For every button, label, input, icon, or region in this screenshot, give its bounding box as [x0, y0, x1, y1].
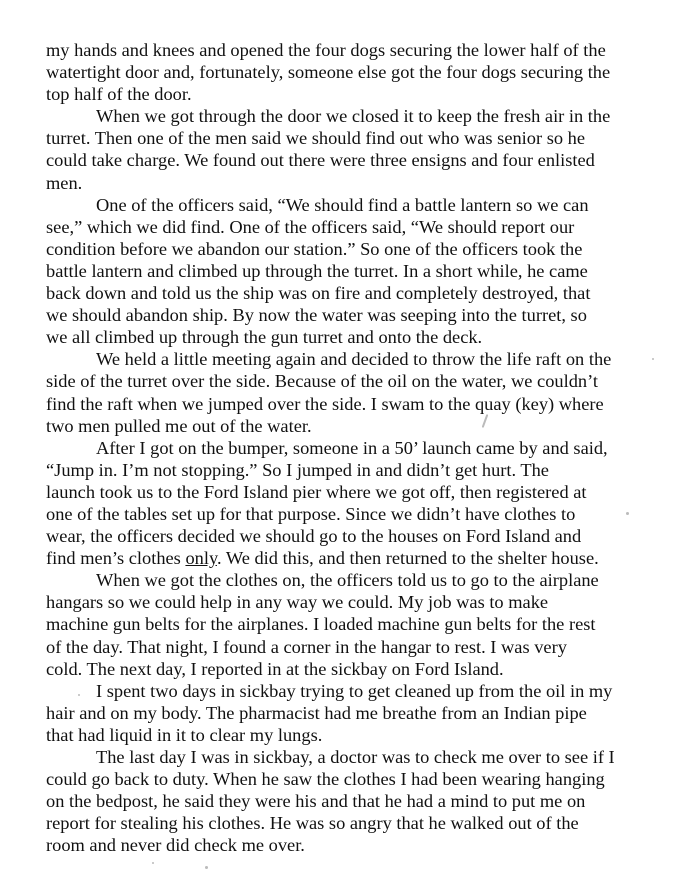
text-segment: find men’s clothes: [46, 548, 186, 569]
text-segment: we all climbed up through the gun turret and onto the deck.: [46, 327, 483, 348]
text-segment: my hands and knees and opened the four dogs securing the lower half of the: [46, 40, 606, 60]
document-page: [46, 39, 670, 856]
text-line: [46, 304, 670, 326]
text-segment: condition before we abandon our station.” So one of the officers took the: [46, 238, 583, 259]
text-line: [46, 636, 670, 658]
text-segment: One of the officers said, “We should find a battle lantern so we can: [96, 194, 589, 215]
text-line: [46, 216, 670, 238]
text-line: [46, 746, 670, 768]
text-line: [46, 459, 670, 481]
text-line: [46, 525, 670, 547]
text-segment: After I got on the bumper, someone in a 50’ launch came by and said,: [96, 437, 608, 458]
text-line: [46, 105, 670, 127]
text-line: [46, 658, 670, 680]
text-line: [46, 326, 670, 348]
text-segment: could take charge. We found out there were three ensigns and four enlisted: [46, 150, 595, 171]
text-line: [46, 768, 670, 790]
text-line: [46, 834, 670, 856]
text-segment: report for stealing his clothes. He was so angry that he walked out of the: [46, 813, 579, 834]
text-segment: top half of the door.: [46, 84, 192, 105]
text-line: [46, 348, 670, 370]
text-segment: see,” which we did find. One of the officers said, “We should report our: [46, 216, 575, 237]
scan-speck: [152, 862, 154, 864]
text-segment: one of the tables set up for that purpose. Since we didn’t have clothes to: [46, 503, 576, 524]
scan-speck: [652, 358, 654, 360]
text-segment: cold. The next day, I reported in at the sickbay on Ford Island.: [46, 658, 504, 679]
text-segment: hangars so we could help in any way we could. My job was to make: [46, 592, 549, 613]
text-line: [46, 724, 670, 746]
text-line: [46, 393, 670, 415]
text-line: [46, 790, 670, 812]
text-segment: two men pulled me out of the water.: [46, 415, 312, 436]
text-line: [46, 260, 670, 282]
text-line: [46, 39, 670, 61]
text-segment: could go back to duty. When he saw the clothes I had been wearing hanging: [46, 769, 605, 790]
underlined-word: only: [185, 548, 217, 569]
text-line: [46, 702, 670, 724]
text-line: [46, 680, 670, 702]
text-line: [46, 172, 670, 194]
text-line: [46, 127, 670, 149]
text-segment: machine gun belts for the airplanes. I loaded machine gun belts for the rest: [46, 614, 596, 635]
text-line: [46, 370, 670, 392]
text-line: [46, 481, 670, 503]
text-segment: wear, the officers decided we should go to the houses on Ford Island and: [46, 526, 582, 547]
text-segment: side of the turret over the side. Because of the oil on the water, we couldn’t: [46, 371, 598, 392]
text-segment: watertight door and, fortunately, someone else got the four dogs securing the: [46, 62, 611, 83]
text-segment: We held a little meeting again and decided to throw the life raft on the: [96, 349, 612, 370]
text-line: [46, 547, 670, 569]
text-segment: on the bedpost, he said they were his and that he had a mind to put me on: [46, 791, 586, 812]
text-segment: The last day I was in sickbay, a doctor was to check me over to see if I: [96, 747, 615, 767]
text-segment: men.: [46, 172, 83, 193]
text-segment: battle lantern and climbed up through the turret. In a short while, he came: [46, 260, 588, 281]
text-line: [46, 437, 670, 459]
text-segment: When we got through the door we closed it to keep the fresh air in the: [96, 106, 611, 127]
text-segment: that had liquid in it to clear my lungs.: [46, 724, 323, 745]
text-line: [46, 569, 670, 591]
text-segment: hair and on my body. The pharmacist had me breathe from an Indian pipe: [46, 702, 587, 723]
text-line: [46, 238, 670, 260]
text-segment: “Jump in. I’m not stopping.” So I jumped in and didn’t get hurt. The: [46, 459, 549, 480]
text-segment: of the day. That night, I found a corner in the hangar to rest. I was very: [46, 636, 567, 657]
text-segment: I spent two days in sickbay trying to get cleaned up from the oil in my: [96, 680, 613, 701]
text-line: [46, 415, 670, 437]
text-segment: launch took us to the Ford Island pier where we got off, then registered at: [46, 481, 587, 502]
text-segment: turret. Then one of the men said we should find out who was senior so he: [46, 128, 586, 149]
text-line: [46, 613, 670, 635]
text-line: [46, 282, 670, 304]
text-segment: find the raft when we jumped over the side. I swam to the quay (key) where: [46, 393, 604, 414]
scan-speck: [205, 866, 208, 869]
text-segment: we should abandon ship. By now the water was seeping into the turret, so: [46, 305, 587, 326]
text-line: [46, 149, 670, 171]
scan-speck: [78, 694, 80, 696]
text-segment: . We did this, and then returned to the shelter house.: [216, 548, 599, 569]
text-line: [46, 83, 670, 105]
scan-speck: [626, 512, 629, 515]
text-segment: When we got the clothes on, the officers told us to go to the airplane: [96, 570, 599, 591]
text-line: [46, 61, 670, 83]
text-segment: back down and told us the ship was on fire and completely destroyed, that: [46, 283, 591, 304]
text-line: [46, 503, 670, 525]
text-line: [46, 812, 670, 834]
text-line: [46, 591, 670, 613]
text-line: [46, 194, 670, 216]
text-segment: room and never did check me over.: [46, 835, 305, 856]
